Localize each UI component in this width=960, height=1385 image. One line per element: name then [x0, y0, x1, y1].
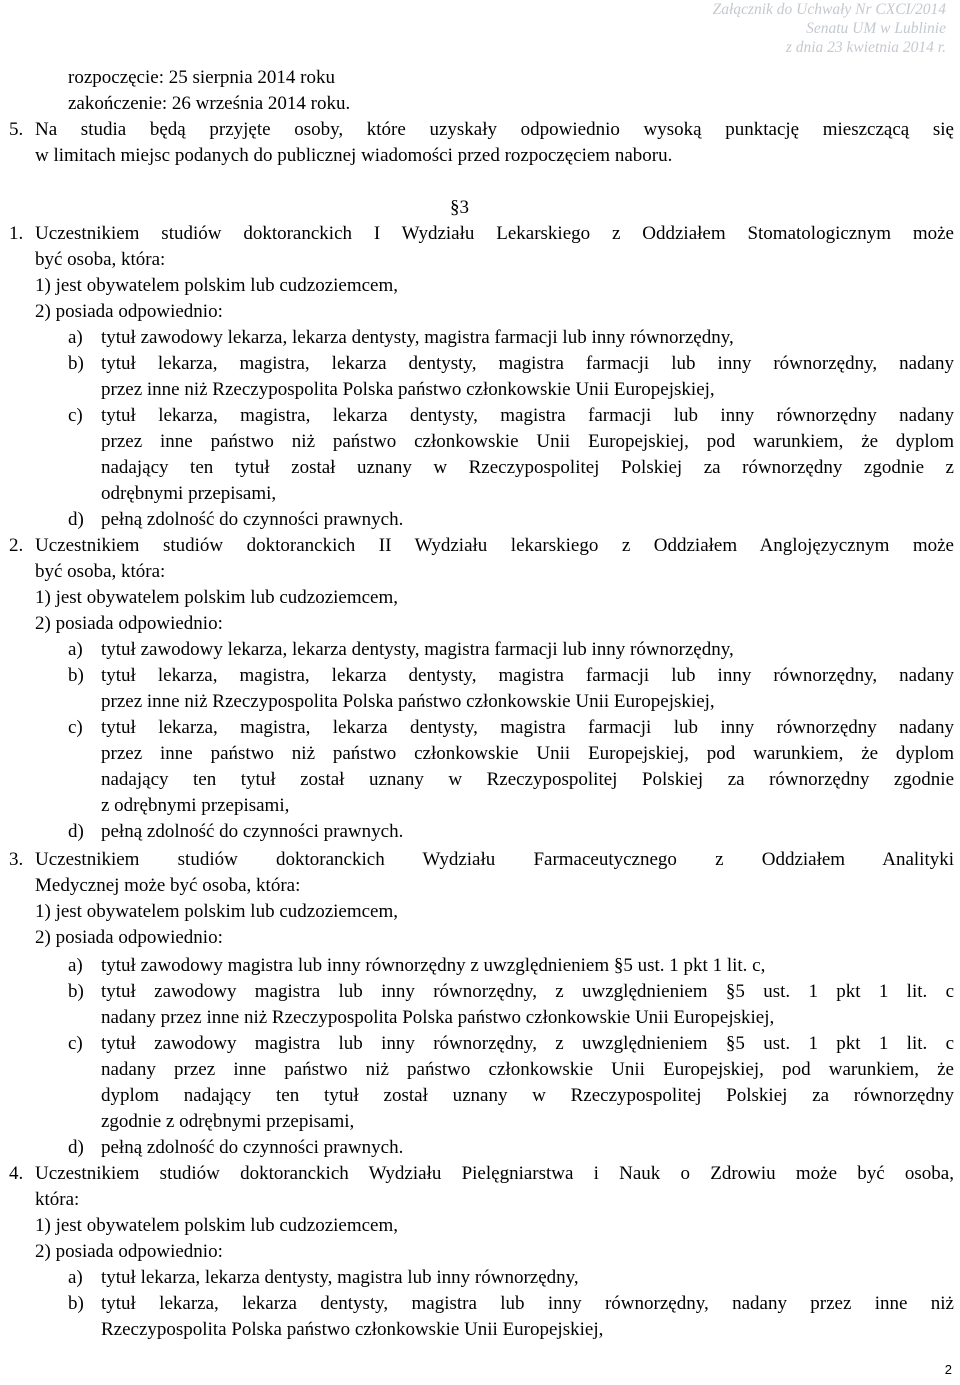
header-line: z dnia 23 kwietnia 2014 r. — [785, 39, 946, 56]
sub-item-label: b) — [68, 353, 84, 374]
sub-item-text: przez inne państwo niż państwo członkowskie Unii Europejskiej, pod warunkiem, że dyplom — [101, 431, 954, 452]
sub-item-text: zgodnie z odrębnymi przepisami, — [101, 1111, 355, 1132]
sub-item-label: b) — [68, 1293, 84, 1314]
list-item: 2) posiada odpowiednio: — [35, 927, 223, 948]
sub-item-label: d) — [68, 1137, 84, 1158]
point-text: Uczestnikiem studiów doktoranckich Wydziału Farmaceutycznego z Oddziałem Analityki — [35, 849, 954, 870]
section-heading: §3 — [450, 197, 469, 218]
sub-item-text: dyplom nadający ten tytuł został uznany w Rzeczypospolitej Polskiej za równorzędny — [101, 1085, 954, 1106]
sub-item-text: przez inne państwo niż państwo członkowskie Unii Europejskiej, pod warunkiem, że dyplom — [101, 743, 954, 764]
sub-item-label: a) — [68, 327, 83, 348]
point-text: Uczestnikiem studiów doktoranckich Wydziału Pielęgniarstwa i Nauk o Zdrowiu może być osoba, — [35, 1163, 954, 1184]
list-item: 1) jest obywatelem polskim lub cudzoziemcem, — [35, 901, 399, 922]
point-text: Medycznej może być osoba, która: — [35, 875, 301, 896]
sub-item-text: tytuł lekarza, lekarza dentysty, magistra lub inny równorzędny, nadany przez inne niż — [101, 1293, 954, 1314]
sub-item-text: pełną zdolność do czynności prawnych. — [101, 821, 404, 842]
sub-item-text: tytuł zawodowy magistra lub inny równorzędny, z uwzględnieniem §5 ust. 1 pkt 1 lit. c — [101, 981, 954, 1002]
document-header — [713, 0, 946, 57]
point-number: 3. — [9, 849, 24, 870]
sub-item-text: pełną zdolność do czynności prawnych. — [101, 1137, 404, 1158]
point-text: Uczestnikiem studiów doktoranckich II Wydziału lekarskiego z Oddziałem Anglojęzycznym może — [35, 535, 954, 556]
sub-item-text: tytuł lekarza, magistra, lekarza dentysty, magistra farmacji lub inny równorzędny nadany — [101, 405, 954, 426]
paragraph-text: w limitach miejsc podanych do publicznej wiadomości przed rozpoczęciem naboru. — [35, 145, 673, 166]
sub-item-text: tytuł lekarza, magistra, lekarza dentysty, magistra farmacji lub inny równorzędny, nadany — [101, 353, 954, 374]
sub-item-text: przez inne niż Rzeczypospolita Polska państwo członkowskie Unii Europejskiej, — [101, 691, 715, 712]
sub-item-label: c) — [68, 717, 83, 738]
header-line: Senatu UM w Lublinie — [806, 20, 946, 37]
sub-item-text: Rzeczypospolita Polska państwo członkowskie Unii Europejskiej, — [101, 1319, 604, 1340]
sub-item-text: odrębnymi przepisami, — [101, 483, 277, 504]
list-item: 1) jest obywatelem polskim lub cudzoziemcem, — [35, 1215, 399, 1236]
paragraph-number: 5. — [9, 119, 24, 140]
sub-item-label: c) — [68, 405, 83, 426]
point-text: być osoba, która: — [35, 249, 166, 270]
point-number: 2. — [9, 535, 24, 556]
start-date: rozpoczęcie: 25 sierpnia 2014 roku — [68, 67, 335, 88]
section-number: 3 — [459, 197, 469, 218]
list-item: 2) posiada odpowiednio: — [35, 613, 223, 634]
sub-item-text: przez inne niż Rzeczypospolita Polska państwo członkowskie Unii Europejskiej, — [101, 379, 715, 400]
sub-item-text: tytuł lekarza, magistra, lekarza dentysty, magistra farmacji lub inny równorzędny nadany — [101, 717, 954, 738]
sub-item-label: a) — [68, 1267, 83, 1288]
list-item: 2) posiada odpowiednio: — [35, 1241, 223, 1262]
sub-item-label: a) — [68, 639, 83, 660]
sub-item-label: c) — [68, 1033, 83, 1054]
list-item: 1) jest obywatelem polskim lub cudzoziemcem, — [35, 275, 399, 296]
point-number: 1. — [9, 223, 24, 244]
sub-item-label: b) — [68, 665, 84, 686]
sub-item-label: d) — [68, 821, 84, 842]
sub-item-text: tytuł lekarza, lekarza dentysty, magistra lub inny równorzędny, — [101, 1267, 579, 1288]
sub-item-text: tytuł zawodowy lekarza, lekarza dentysty, magistra farmacji lub inny równorzędny, — [101, 639, 734, 660]
sub-item-label: a) — [68, 955, 83, 976]
sub-item-text: tytuł zawodowy magistra lub inny równorzędny z uwzględnieniem §5 ust. 1 pkt 1 lit. c, — [101, 955, 766, 976]
point-number: 4. — [9, 1163, 24, 1184]
list-item: 2) posiada odpowiednio: — [35, 301, 223, 322]
paragraph-text: Na studia będą przyjęte osoby, które uzyskały odpowiednio wysoką punktację mieszczącą się — [35, 119, 954, 140]
sub-item-text: tytuł lekarza, magistra, lekarza dentysty, magistra farmacji lub inny równorzędny, nadany — [101, 665, 954, 686]
end-date: zakończenie: 26 września 2014 roku. — [68, 93, 351, 114]
list-item: 1) jest obywatelem polskim lub cudzoziemcem, — [35, 587, 399, 608]
sub-item-text: nadający ten tytuł został uznany w Rzeczypospolitej Polskiej za równorzędny zgodnie — [101, 769, 954, 790]
sub-item-text: nadany przez inne państwo niż państwo członkowskie Unii Europejskiej, pod warunkiem, że — [101, 1059, 954, 1080]
header-line: Załącznik do Uchwały Nr CXCI/2014 — [712, 1, 946, 18]
point-text: być osoba, która: — [35, 561, 166, 582]
point-text: która: — [35, 1189, 80, 1210]
sub-item-text: pełną zdolność do czynności prawnych. — [101, 509, 404, 530]
sub-item-text: nadany przez inne niż Rzeczypospolita Polska państwo członkowskie Unii Europejskiej, — [101, 1007, 775, 1028]
sub-item-text: tytuł zawodowy lekarza, lekarza dentysty, magistra farmacji lub inny równorzędny, — [101, 327, 734, 348]
sub-item-label: d) — [68, 509, 84, 530]
sub-item-label: b) — [68, 981, 84, 1002]
sub-item-text: z odrębnymi przepisami, — [101, 795, 290, 816]
sub-item-text: nadający ten tytuł został uznany w Rzeczypospolitej Polskiej za równorzędny zgodnie z — [101, 457, 954, 478]
point-text: Uczestnikiem studiów doktoranckich I Wydziału Lekarskiego z Oddziałem Stomatologicznym może — [35, 223, 954, 244]
page-number: 2 — [944, 1362, 952, 1377]
sub-item-text: tytuł zawodowy magistra lub inny równorzędny, z uwzględnieniem §5 ust. 1 pkt 1 lit. c — [101, 1033, 954, 1054]
